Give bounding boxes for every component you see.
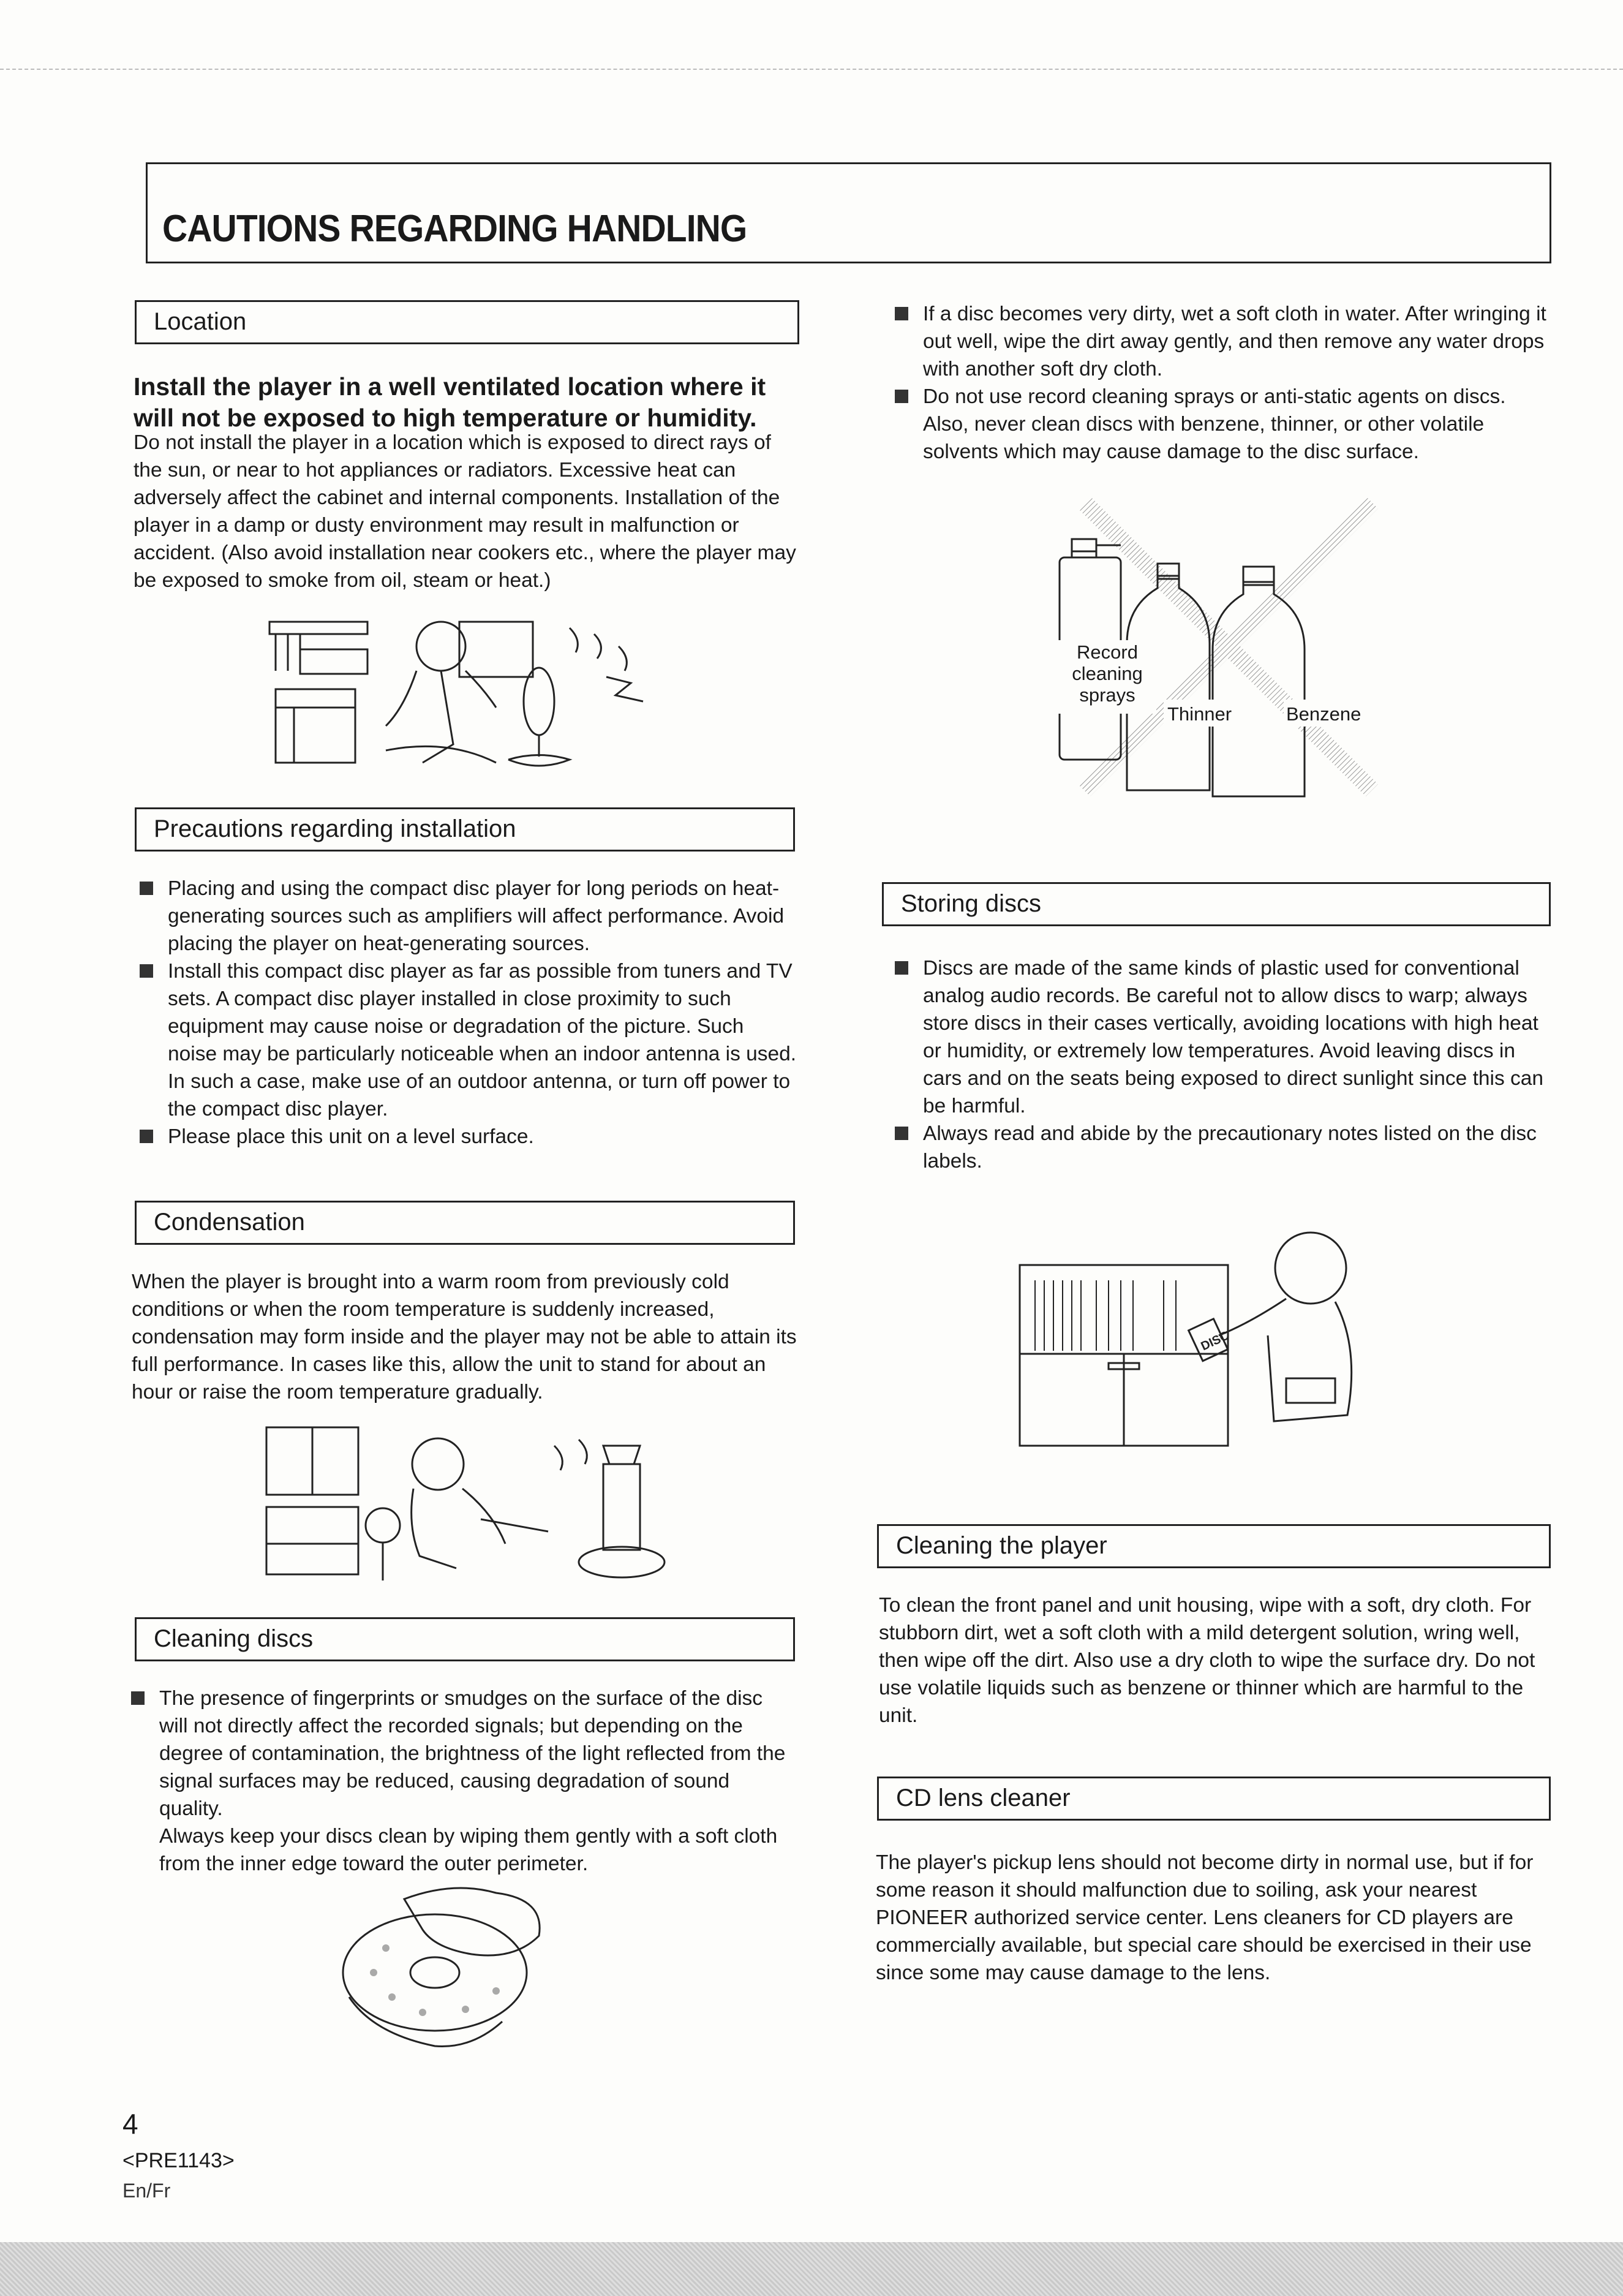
list-item: Do not use record cleaning sprays or anti-static agents on discs. Also, never clean discs with benzene, thinner, or other volatile solvents which may cause damage to the disc surface. (891, 383, 1553, 466)
condensation-heading-box (135, 1201, 795, 1245)
storing-heading-box (882, 882, 1551, 926)
cleaning-player-body: To clean the front panel and unit housing, wipe with a soft, dry cloth. For stubborn dirt, wet a soft cloth with a mild detergent solution, wring well, then wipe off the dirt. Also use a dry cloth to wipe the surface dry. Do not use volatile liquids such as benzene or thinner which are harmful to the unit. (879, 1594, 1535, 1727)
location-heading-box (135, 300, 799, 344)
bullet-square-icon (895, 390, 908, 403)
location-lead: Install the player in a well ventilated location where it will not be exposed to high temperature or humidity. (134, 372, 766, 432)
disc-wiping-illustration (312, 1875, 557, 2052)
sprays-label: Record cleaning sprays (1072, 641, 1143, 706)
storing-list (891, 954, 1553, 1175)
location-body: Do not install the player in a location which is exposed to direct rays of the sun, or near to hot appliances or radiators. Excessive heat can adversely affect the cabinet and internal components. Installation of the player in a damp or dusty environment may result in malfunction or accident. (Also avoid installation near cookers etc., where the player may be exposed to smoke from oil, steam or heat.) (134, 431, 796, 592)
bullet-square-icon (140, 882, 153, 895)
page-title: CAUTIONS REGARDING HANDLING (162, 208, 747, 250)
top-rule (0, 69, 1623, 70)
cleaning-discs-list (127, 1685, 789, 1878)
lens-cleaner-body: The player's pickup lens should not become dirty in normal use, but if for some reason it should malfunction due to soiling, ask your nearest PIONEER authorized service center. Lens cleaners for CD players are commercially available, but special care should be exercised in their use since some may cause damage to the lens. (876, 1851, 1534, 1984)
document-code: <PRE1143> (122, 2149, 235, 2172)
disc-case-label: DISC (1199, 1329, 1232, 1354)
list-item: Placing and using the compact disc player for long periods on heat-generating sources such as amplifiers will affect performance. Avoid placing the player on heat-generating sources. (136, 875, 797, 957)
bullet-square-icon (140, 964, 153, 978)
lens-cleaner-heading: CD lens cleaner (896, 1784, 1071, 1811)
list-item: The presence of fingerprints or smudges on the surface of the disc will not directly affect the recorded signals; but depending on the degree of contamination, the brightness of the light reflected from the signal surfaces may be reduced, causing degradation of sound quality. Always keep your discs clean by wiping them gently with a soft cloth from the inner edge toward the outer perimeter. (127, 1685, 789, 1878)
bullet-square-icon (895, 961, 908, 975)
storing-illustration (1017, 1225, 1396, 1452)
precautions-heading-box (135, 807, 795, 852)
solvents-illustration (1053, 490, 1403, 833)
cleaning-player-heading-box (877, 1524, 1551, 1568)
language-code: En/Fr (122, 2180, 171, 2202)
bottom-band (0, 2242, 1623, 2296)
list-item-continuation: Always keep your discs clean by wiping them gently with a soft cloth from the inner edge toward the outer perimeter. (159, 1825, 778, 1875)
location-heading: Location (154, 308, 247, 335)
list-item: If a disc becomes very dirty, wet a soft cloth in water. After wringing it out well, wipe the dirt away gently, and then remove any water drops with another soft dry cloth. (891, 300, 1553, 383)
page-number: 4 (122, 2108, 138, 2140)
list-item: Discs are made of the same kinds of plastic used for conventional analog audio records. Be careful not to allow discs to warp; always store discs in their cases vertically, avoiding locations with high heat or humidity, or extremely low temperatures. Avoid leaving discs in cars and on the seats being exposed to direct sunlight since this can be harmful. (891, 954, 1553, 1120)
installation-illustration (263, 603, 704, 775)
cleaning-player-heading: Cleaning the player (896, 1532, 1107, 1559)
storing-heading: Storing discs (901, 890, 1041, 917)
list-item: Always read and abide by the precautionary notes listed on the disc labels. (891, 1120, 1553, 1175)
condensation-heading: Condensation (154, 1209, 305, 1236)
disc-cleaning-list (891, 300, 1553, 466)
condensation-illustration (260, 1421, 689, 1593)
benzene-label: Benzene (1286, 703, 1361, 725)
precautions-list (136, 875, 797, 1150)
cleaning-discs-heading: Cleaning discs (154, 1625, 314, 1652)
bullet-square-icon (895, 1127, 908, 1140)
lens-cleaner-heading-box (877, 1777, 1551, 1821)
bullet-square-icon (895, 307, 908, 320)
bullet-square-icon (131, 1691, 145, 1705)
cleaning-discs-heading-box (135, 1617, 795, 1661)
condensation-body: When the player is brought into a warm room from previously cold conditions or when the room temperature is suddenly increased, condensation may form inside and the player may not be able to attain its full performance. In cases like this, allow the unit to stand for about an hour or raise the room temperature gradually. (132, 1271, 797, 1403)
thinner-label: Thinner (1167, 703, 1232, 725)
bullet-square-icon (140, 1130, 153, 1143)
precautions-heading: Precautions regarding installation (154, 815, 516, 842)
list-item: Install this compact disc player as far as possible from tuners and TV sets. A compact disc player installed in close proximity to such equipment may cause noise or degradation of the picture. Such noise may be particularly noticeable when an indoor antenna is used. In such a case, make use of an outdoor antenna, or turn off power to the compact disc player. (136, 957, 797, 1123)
list-item: Please place this unit on a level surface. (136, 1123, 797, 1150)
title-box (146, 162, 1551, 263)
